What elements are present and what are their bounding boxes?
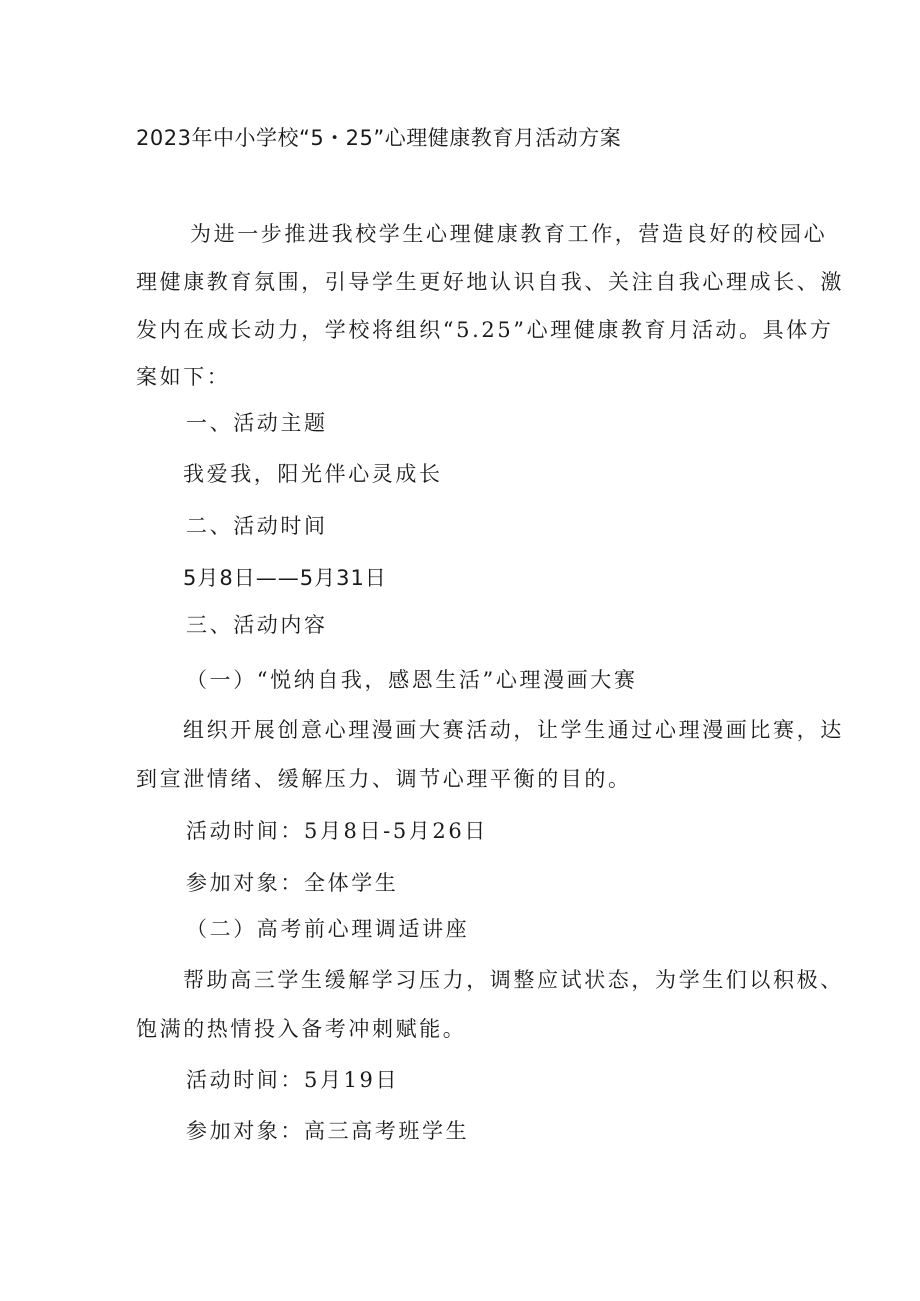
section-heading-content: 三、活动内容 [186,613,328,637]
section-heading-theme: 一、活动主题 [186,411,328,435]
activity2-heading: （二）高考前心理调适讲座 [186,917,470,941]
activity2-time: 活动时间：5月19日 [186,1068,400,1092]
activity1-desc-line-2: 到宣泄情绪、缓解压力、调节心理平衡的目的。 [136,767,632,791]
activity2-participants: 参加对象：高三高考班学生 [186,1119,470,1143]
activity2-desc-line-2: 饱满的热情投入备考冲刺赋能。 [136,1017,467,1041]
activity2-desc-line-1: 帮助高三学生缓解学习压力，调整应试状态，为学生们以积极、 [183,968,844,992]
document-title: 2023年中小学校“5・25”心理健康教育月活动方案 [136,126,622,150]
activity1-participants: 参加对象：全体学生 [186,871,399,895]
time-text: 5月8日——5月31日 [183,566,387,590]
intro-line-1: 为进一步推进我校学生心理健康教育工作，营造良好的校园心 [190,222,828,246]
intro-line-4: 案如下： [136,365,231,389]
activity1-desc-line-1: 组织开展创意心理漫画大赛活动，让学生通过心理漫画比赛，达 [183,718,844,742]
theme-text: 我爱我，阳光伴心灵成长 [183,462,443,486]
intro-line-2: 理健康教育氛围，引导学生更好地认识自我、关注自我心理成长、激 [136,270,844,294]
activity1-time: 活动时间：5月8日-5月26日 [186,819,488,843]
intro-line-3: 发内在成长动力，学校将组织“5.25”心理健康教育月活动。具体方 [136,318,834,342]
section-heading-time: 二、活动时间 [186,514,328,538]
activity1-heading: （一）“悦纳自我，感恩生活”心理漫画大赛 [186,668,638,692]
